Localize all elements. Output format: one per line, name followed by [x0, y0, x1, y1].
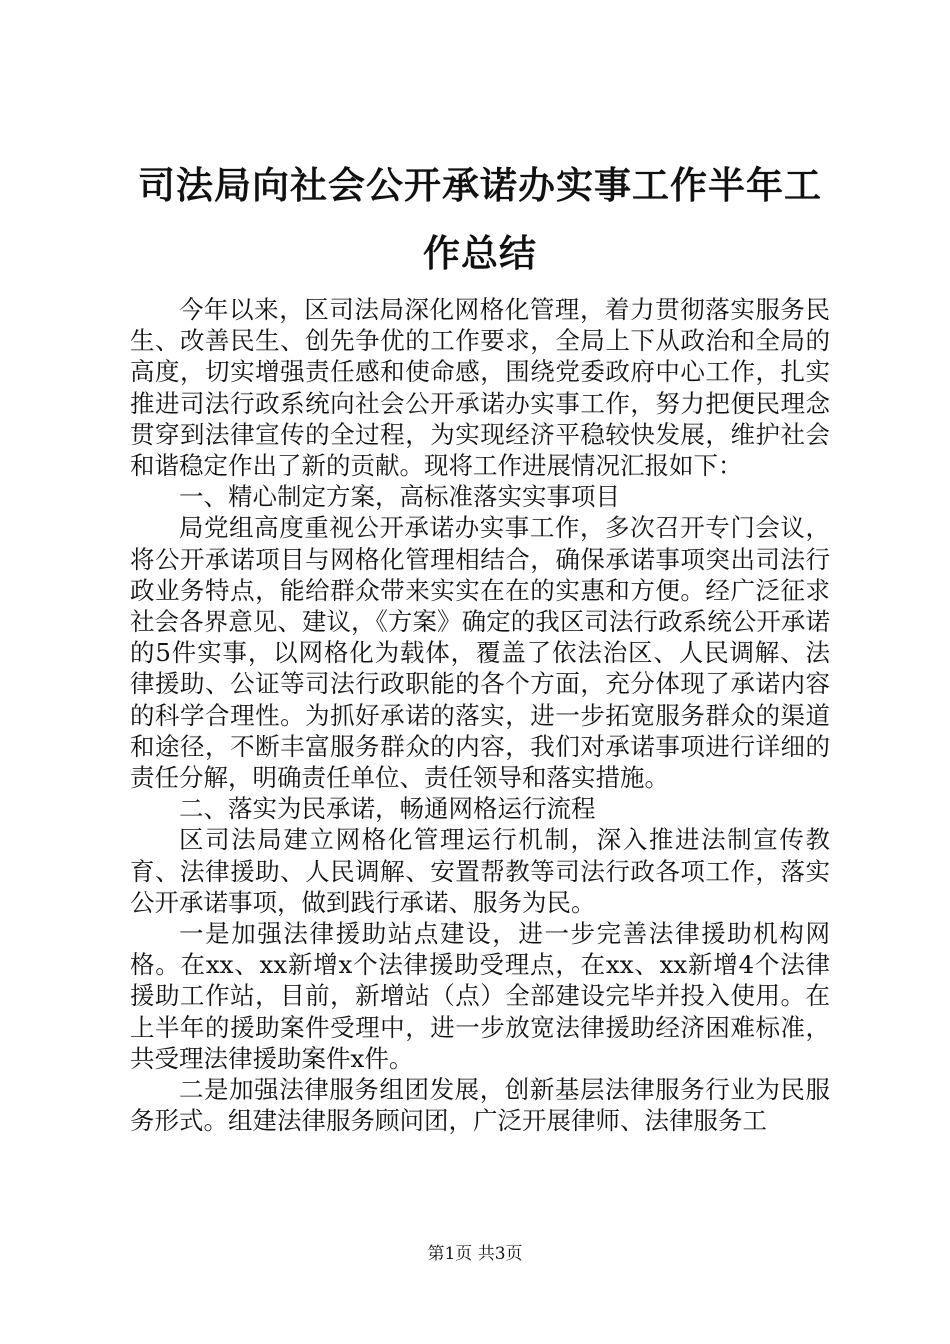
paragraph-section-1: 局党组高度重视公开承诺办实事工作，多次召开专门会议，将公开承诺项目与网格化管理相结合，确保承诺事项突出司法行政业务特点，能给群众带来实实在在的实惠和方便。经广泛征求社会各界意见、建议，《方案》确定的我区司法行政系统公开承诺的5件实事，以网格化为载体，覆盖了依法治区、人民调解、法律援助、公证等司法行政职能的各个方面，充分体现了承诺内容的科学合理性。为抓好承诺的落实，进一步拓宽服务群众的渠道和途径，不断丰富服务群众的内容，我们对承诺事项进行详细的责任分解，明确责任单位、责任领导和落实措施。 [130, 513, 830, 793]
section-heading-1: 一、精心制定方案，高标准落实实事项目 [179, 482, 620, 512]
document-body [130, 294, 830, 1136]
paragraph-item-1: 一是加强法律援助站点建设，进一步完善法律援助机构网格。在xx、xx新增x个法律援助受理点，在xx、xx新增4个法律援助工作站，目前，新增站（点）全部建设完毕并投入使用。在上半年的援助案件受理中，进一步放宽法律援助经济困难标准，共受理法律援助案件x件。 [130, 919, 830, 1073]
paragraph-intro: 今年以来，区司法局深化网格化管理，着力贯彻落实服务民生、改善民生、创先争优的工作要求，全局上下从政治和全局的高度，切实增强责任感和使命感，围绕党委政府中心工作，扎实推进司法行政系统向社会公开承诺办实事工作，努力把便民理念贯穿到法律宣传的全过程，为实现经济平稳较快发展，维护社会和谐稳定作出了新的贡献。现将工作进展情况汇报如下： [130, 295, 830, 481]
paragraph-item-2: 二是加强法律服务组团发展，创新基层法律服务行业为民服务形式。组建法律服务顾问团，广泛开展律师、法律服务工 [130, 1075, 830, 1136]
document-title: 司法局向社会公开承诺办实事工作半年工作总结 [138, 164, 822, 275]
page-number-footer: 第1页 共3页 [427, 1244, 523, 1264]
paragraph-section-2: 区司法局建立网格化管理运行机制，深入推进法制宣传教育、法律援助、人民调解、安置帮教等司法行政各项工作，落实公开承诺事项，做到践行承诺、服务为民。 [130, 825, 830, 917]
section-heading-2: 二、落实为民承诺，畅通网格运行流程 [179, 794, 596, 824]
